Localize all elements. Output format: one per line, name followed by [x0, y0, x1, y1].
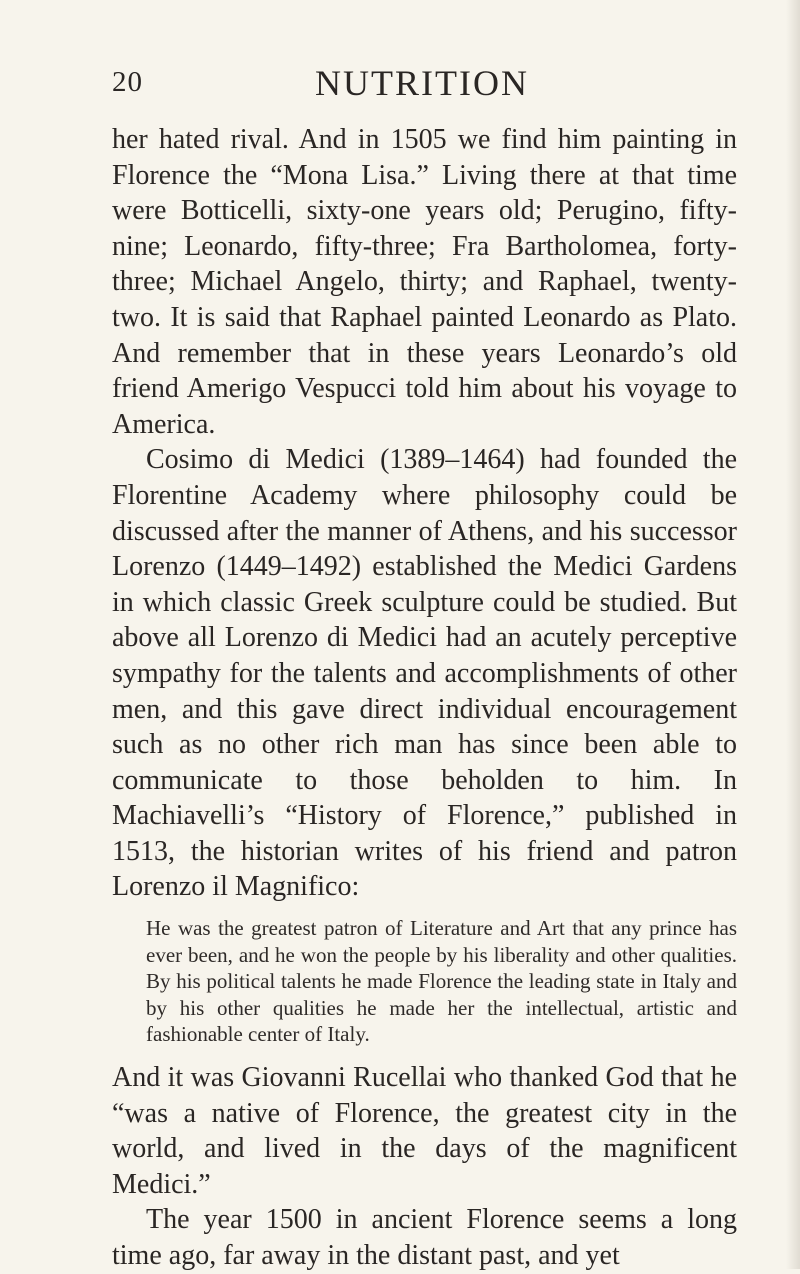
block-quote-machiavelli: He was the greatest patron of Literature and Art that any prince has ever been, and he won the people by his liberality and other qualities. By his political talents he made Florence the leading state in Italy and by his other qualities he made her the intellectual, artistic and fashionable center of Italy. [146, 916, 737, 1047]
paragraph-continuation: her hated rival. And in 1505 we find him painting in Florence the “Mona Lisa.” Living there at that time were Botticelli, sixty-one years old; Perugino, fifty-nine; Leonardo, fifty-three; Fra Bartholomea, forty-three; Michael Angelo, thirty; and Raphael, twenty-two. It is said that Raphael painted Leonardo as Plato. And remember that in these years Leonardo’s old friend Amerigo Vespucci told him about his voyage to America. [112, 124, 737, 440]
page-edge-shadow [786, 0, 800, 1269]
page-number: 20 [112, 66, 143, 98]
running-title: NUTRITION [315, 63, 529, 103]
page-header [112, 62, 732, 112]
paragraph-rucellai: And it was Giovanni Rucellai who thanked God that he “was a native of Florence, the greatest city in the world, and lived in the days of the magnificent Medici.” [112, 1062, 737, 1200]
paragraph-medici: Cosimo di Medici (1389–1464) had founded the Florentine Academy where philosophy could be discussed after the manner of Athens, and his successor Lorenzo (1449–1492) established the Medici Gardens in which classic Greek sculpture could be studied. But above all Lorenzo di Medici had an acutely perceptive sympathy for the talents and accomplishments of other men, and this gave direct individual encouragement such as no other rich man has since been able to communicate to those beholden to him. In Machiavelli’s “History of Florence,” published in 1513, the historian writes of his friend and patron Lorenzo il Magnifico: [112, 444, 737, 903]
page-body [112, 122, 737, 1274]
paragraph-year-1500: The year 1500 in ancient Florence seems a long time ago, far away in the distant past, and yet [112, 1204, 737, 1271]
